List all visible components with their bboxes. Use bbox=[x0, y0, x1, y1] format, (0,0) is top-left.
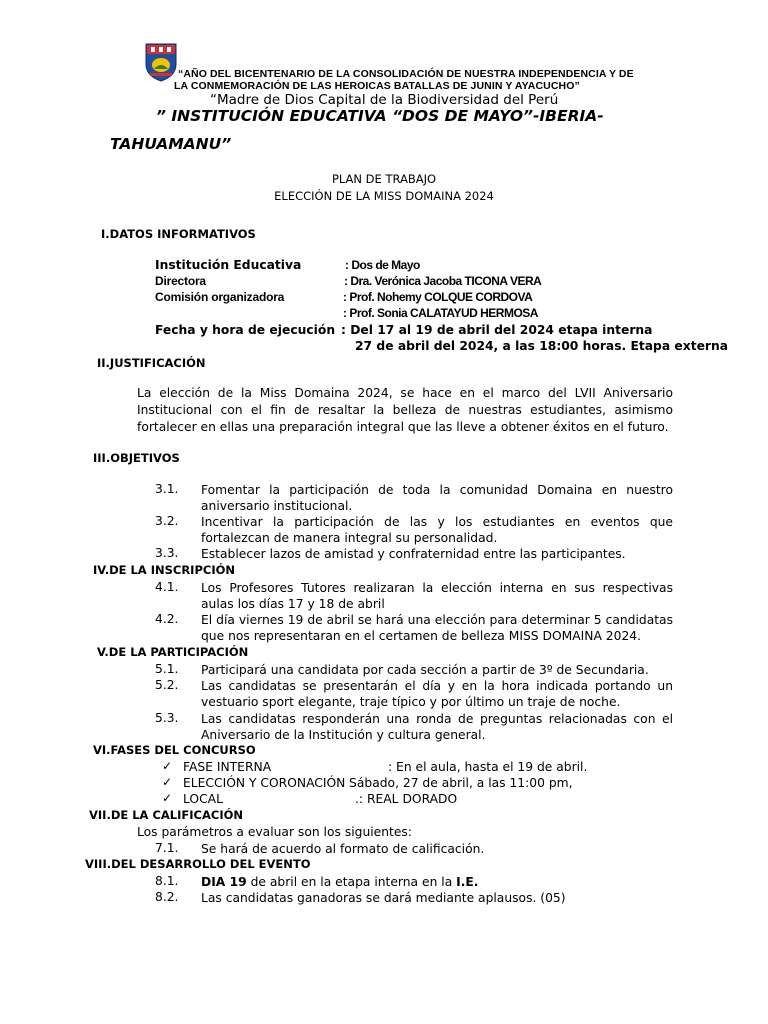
list-item: Se hará de acuerdo al formato de calificación. bbox=[201, 842, 485, 856]
doc-subtitle: ELECCIÓN DE LA MISS DOMAINA 2024 bbox=[274, 189, 494, 203]
list-number: 5.3. bbox=[155, 711, 179, 725]
section-heading-calificacion: VII.DE LA CALIFICACIÓN bbox=[89, 808, 244, 822]
list-item: El día viernes 19 de abril se hará una elección para determinar 5 candidatas que nos representaran en el certamen de belleza MISS DOMAINA 2024. bbox=[201, 613, 673, 643]
list-number: 3.3. bbox=[155, 546, 179, 560]
fase-value: .: REAL DORADO bbox=[355, 792, 458, 806]
list-number: 8.1. bbox=[155, 874, 179, 888]
list-item: Participará una candidata por cada sección a partir de 3º de Secundaria. bbox=[201, 663, 649, 677]
emphasis-ie: I.E. bbox=[456, 875, 479, 889]
list-number: 3.2. bbox=[155, 514, 179, 528]
info-value-directora: : Dra. Verónica Jacoba TICONA VERA bbox=[344, 274, 542, 288]
list-number: 4.1. bbox=[155, 580, 179, 594]
header-line-1: “AÑO DEL BICENTENARIO DE LA CONSOLIDACIÓN DE NUESTRA INDEPENDENCIA Y DE bbox=[178, 68, 634, 80]
info-value-comision-1: : Prof. Nohemy COLQUE CORDOVA bbox=[343, 290, 533, 304]
list-number: 4.2. bbox=[155, 612, 179, 626]
list-item: Incentivar la participación de las y los estudiantes en eventos que fortalezcan de manera integral su personalidad. bbox=[201, 515, 673, 545]
fase-label: ELECCIÓN Y CORONACIÓN bbox=[183, 776, 346, 790]
section-heading-inscripcion: IV.DE LA INSCRIPCIÓN bbox=[93, 563, 236, 577]
info-value-fecha-2: 27 de abril del 2024, a las 18:00 horas. Etapa externa bbox=[355, 339, 729, 353]
info-value-comision-2: : Prof. Sonia CALATAYUD HERMOSA bbox=[343, 306, 538, 320]
checkmark-icon: ✓ bbox=[162, 791, 173, 805]
info-value-institucion: : Dos de Mayo bbox=[345, 258, 420, 272]
info-label-institucion: Institución Educativa bbox=[155, 258, 302, 272]
section-heading-desarrollo: VIII.DEL DESARROLLO DEL EVENTO bbox=[85, 857, 311, 871]
info-label-comision: Comisión organizadora bbox=[155, 290, 285, 304]
list-item: Las candidatas ganadoras se dará mediante aplausos. (05) bbox=[201, 891, 566, 905]
fase-value: : Sábado, 27 de abril, a las 11:00 pm, bbox=[341, 776, 573, 790]
doc-title: PLAN DE TRABAJO bbox=[331, 172, 437, 186]
section-heading-objetivos: III.OBJETIVOS bbox=[93, 451, 180, 465]
list-number: 5.2. bbox=[155, 678, 179, 692]
institution-name: ” INSTITUCIÓN EDUCATIVA “DOS DE MAYO”-IBERIA- bbox=[156, 107, 604, 125]
header-motto: “Madre de Dios Capital de la Biodiversidad del Perú bbox=[210, 92, 559, 108]
checkmark-icon: ✓ bbox=[162, 775, 173, 789]
info-value-fecha-1: : Del 17 al 19 de abril del 2024 etapa interna bbox=[341, 323, 653, 337]
emphasis-day: DIA 19 bbox=[201, 875, 247, 889]
list-item: Las candidatas se presentarán el día y en la hora indicada portando un vestuario sport elegante, traje típico y por último un traje de noche. bbox=[201, 679, 673, 709]
checkmark-icon: ✓ bbox=[162, 759, 173, 773]
section-heading-datos: I.DATOS INFORMATIVOS bbox=[101, 227, 256, 241]
header-line-2: LA CONMEMORACIÓN DE LAS HEROICAS BATALLAS DE JUNIN Y AYACUCHO” bbox=[174, 80, 580, 92]
info-label-directora: Directora bbox=[155, 274, 206, 288]
list-number: 8.2. bbox=[155, 890, 179, 904]
list-item bbox=[201, 874, 673, 890]
info-label-fecha: Fecha y hora de ejecución bbox=[155, 323, 336, 337]
list-number: 7.1. bbox=[155, 841, 179, 855]
fase-value: : En el aula, hasta el 19 de abril. bbox=[388, 760, 588, 774]
list-item: Los Profesores Tutores realizaran la elección interna en sus respectivas aulas los días 17 y 18 de abril bbox=[201, 581, 673, 611]
list-item: Establecer lazos de amistad y confraternidad entre las participantes. bbox=[201, 547, 626, 561]
school-crest-icon bbox=[144, 42, 178, 82]
section-heading-justificacion: II.JUSTIFICACIÓN bbox=[97, 356, 206, 370]
institution-name-cont: TAHUAMANU” bbox=[110, 135, 232, 153]
list-item-text: de abril en la etapa interna en la bbox=[246, 875, 457, 889]
list-number: 5.1. bbox=[155, 662, 179, 676]
section-heading-fases: VI.FASES DEL CONCURSO bbox=[93, 743, 256, 757]
list-item: Fomentar la participación de toda la comunidad Domaina en nuestro aniversario institucional. bbox=[201, 483, 673, 513]
list-number: 3.1. bbox=[155, 482, 179, 496]
list-item: Las candidatas responderán una ronda de preguntas relacionadas con el Aniversario de la Institución y cultura general. bbox=[201, 712, 673, 742]
section-heading-participacion: V.DE LA PARTICIPACIÓN bbox=[97, 645, 249, 659]
fase-label: LOCAL bbox=[183, 792, 223, 806]
justificacion-paragraph: La elección de la Miss Domaina 2024, se hace en el marco del LVII Aniversario Institucional con el fin de resaltar la belleza de nuestras estudiantes, asimismo fortalecer en ellas una preparación integral que las lleve a obtener éxitos en el futuro. bbox=[137, 386, 673, 434]
calificacion-intro: Los parámetros a evaluar son los siguientes: bbox=[137, 825, 412, 839]
fase-label: FASE INTERNA bbox=[183, 760, 272, 774]
